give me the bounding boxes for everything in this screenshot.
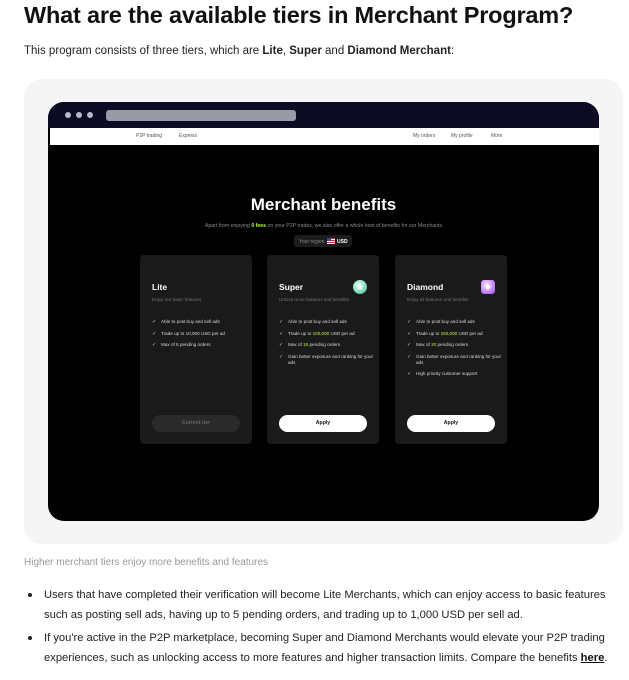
- feature-item: ✓ Able to post buy and sell ads: [407, 319, 475, 325]
- tier-desc: Enjoy our basic features: [152, 297, 202, 302]
- check-icon: ✓: [152, 330, 157, 337]
- feature-list: [407, 319, 503, 383]
- nav-p2p-trading: P2P trading: [136, 133, 163, 139]
- tier-lite-label: Lite: [262, 45, 283, 57]
- feature-item: ✓ Trade up to 150,000 USD per ad: [407, 330, 483, 337]
- tier-name: Diamond: [407, 282, 444, 292]
- check-icon: ✓: [407, 330, 412, 337]
- page-heading: What are the available tiers in Merchant Program?: [24, 2, 574, 28]
- compare-benefits-link[interactable]: here: [580, 652, 605, 664]
- diamond-badge-icon: [481, 280, 495, 294]
- feature-item: ✓ Gain better exposure and ranking for your ads: [279, 353, 374, 365]
- check-icon: ✓: [279, 319, 284, 325]
- tier-super-label: Super: [289, 45, 322, 57]
- feature-item: ✓ Max of 5 pending orders: [152, 342, 211, 348]
- nav-my-orders: My orders: [413, 133, 436, 139]
- check-icon: ✓: [407, 371, 412, 377]
- tier-name: Lite: [152, 282, 168, 292]
- region-selector: Your region USD: [294, 235, 352, 247]
- us-flag-icon: [327, 238, 335, 244]
- tier-diamond-label: Diamond Merchant: [347, 45, 451, 57]
- window-dot-icon: [76, 112, 82, 118]
- super-badge-icon: [353, 280, 367, 294]
- bullet-item: If you're active in the P2P marketplace, becoming Super and Diamond Merchants would elevate your P2P trading experiences, such as unlocking access to more features and higher transaction limits. Compare the benefits here.: [24, 628, 629, 668]
- current-tier-button: Current tier: [152, 415, 240, 432]
- apply-diamond-button[interactable]: Apply: [407, 415, 495, 432]
- browser-chrome: [48, 102, 599, 128]
- merchant-benefits-subtitle: Apart from enjoying 0 fees on your P2P trades, we also offer a whole host of benefits for our Merchants: [204, 223, 443, 229]
- window-dot-icon: [65, 112, 71, 118]
- tier-card-super: [267, 255, 379, 444]
- bullet-list: [24, 585, 629, 671]
- check-icon: ✓: [152, 342, 157, 348]
- feature-list: [152, 319, 248, 354]
- feature-item: ✓ Able to post buy and sell ads: [152, 319, 220, 325]
- browser-mockup: [48, 102, 599, 521]
- check-icon: ✓: [279, 342, 284, 348]
- figure-caption: Higher merchant tiers enjoy more benefits and features: [24, 557, 269, 568]
- tier-desc: Enjoy all features and benefits: [407, 297, 469, 302]
- site-nav: [50, 128, 599, 145]
- feature-list: [279, 319, 375, 371]
- nav-express: Express: [179, 133, 198, 139]
- bullet-item: Users that have completed their verification will become Lite Merchants, which can enjoy access to basic features such as posting sell ads, having up to 5 pending orders, and trading up to 1,000 USD per sell ad.: [24, 585, 629, 625]
- tier-name: Super: [279, 282, 304, 292]
- intro-paragraph: This program consists of three tiers, which are Lite, Super and Diamond Merchant:: [24, 45, 455, 57]
- check-icon: ✓: [407, 353, 412, 360]
- feature-item: ✓ Max of 15 pending orders: [279, 342, 341, 348]
- merchant-benefits-title: Merchant benefits: [250, 195, 397, 214]
- nav-more: More: [491, 133, 503, 139]
- feature-item: ✓ Trade up to 10,000 USD per ad: [152, 330, 225, 337]
- apply-super-button[interactable]: Apply: [279, 415, 367, 432]
- window-dot-icon: [87, 112, 93, 118]
- feature-item: ✓ Trade up to 100,000 USD per ad: [279, 330, 355, 337]
- feature-item: ✓ Gain better exposure and ranking for your ads: [407, 353, 502, 365]
- feature-item: ✓ Able to post buy and sell ads: [279, 319, 347, 325]
- figure-container: [24, 79, 623, 544]
- nav-my-profile: My profile: [451, 133, 473, 139]
- tier-card-diamond: [395, 255, 507, 444]
- feature-item: ✓ High priority customer support: [407, 371, 478, 377]
- check-icon: ✓: [407, 342, 412, 348]
- tier-card-lite: [140, 255, 252, 444]
- check-icon: ✓: [279, 330, 284, 337]
- feature-item: ✓ Max of 20 pending orders: [407, 342, 469, 348]
- url-bar: [106, 110, 296, 121]
- check-icon: ✓: [152, 319, 157, 325]
- check-icon: ✓: [279, 353, 284, 360]
- tier-desc: Unlock more features and benefits: [279, 297, 349, 302]
- check-icon: ✓: [407, 319, 412, 325]
